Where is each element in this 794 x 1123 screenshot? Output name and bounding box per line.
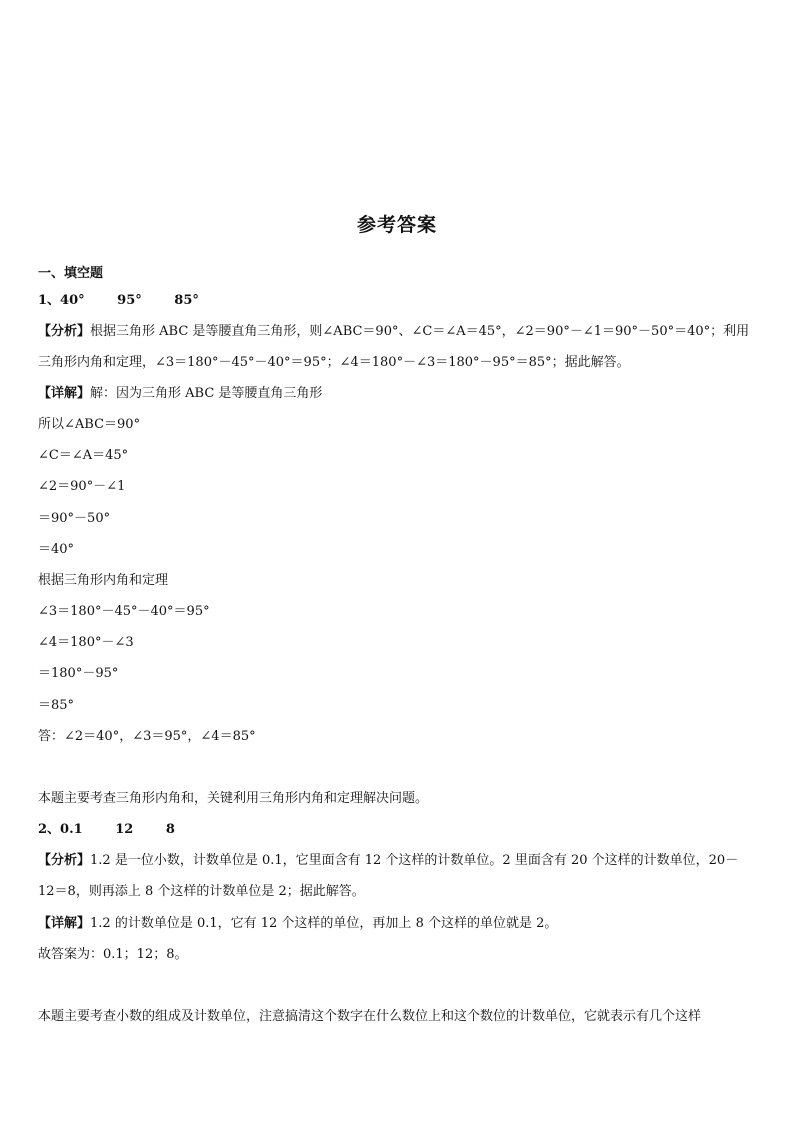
q2-analysis-line-1 [38, 853, 738, 869]
q2-comment: 本题主要考查小数的组成及计数单位，注意搞清这个数字在什么数位上和这个数位的计数单位，它就表示有几个这样 [38, 1009, 702, 1024]
q1-detail-line [38, 386, 322, 402]
q2-answer-3: 8 [165, 822, 175, 837]
q1-comment: 本题主要考查三角形内角和，关键利用三角形内角和定理解决问题。 [38, 791, 429, 806]
q1-analysis-line-2: 三角形内角和定理，∠3＝180°－45°－40°＝95°；∠4＝180°－∠3＝180°－95°＝85°；据此解答。 [38, 355, 630, 370]
q1-detail-intro: 解：因为三角形 ABC 是等腰直角三角形 [90, 386, 323, 401]
q2-analysis-text-1: 1.2 是一位小数，计数单位是 0.1，它里面含有 12 个这样的计数单位。2 里面含有 20 个这样的计数单位，20－ [90, 853, 739, 868]
q2-detail-line [38, 916, 557, 932]
q1-answer-2: 95° [117, 293, 142, 308]
q1-step: ∠2＝90°－∠1 [38, 479, 126, 494]
q1-step: 根据三角形内角和定理 [38, 573, 169, 588]
q2-conclusion: 故答案为：0.1；12；8。 [38, 947, 188, 962]
q1-step: ＝40° [38, 542, 75, 557]
q1-answer-sentence: 答：∠2＝40°，∠3＝95°，∠4＝85° [38, 729, 256, 744]
q1-detail-tag: 【详解】 [38, 386, 91, 401]
q1-answer-line [38, 293, 199, 309]
q1-step: ∠4＝180°－∠3 [38, 635, 134, 650]
q1-step: ＝180°－95° [38, 666, 119, 681]
q2-answer-line [38, 822, 175, 838]
q2-analysis-line-2: 12＝8，则再添上 8 个这样的计数单位是 2；据此解答。 [38, 884, 365, 899]
q2-detail-text: 1.2 的计数单位是 0.1，它有 12 个这样的单位，再加上 8 个这样的单位就是 2。 [90, 916, 558, 931]
q1-step: 所以∠ABC＝90° [38, 417, 141, 432]
section-heading: 一、填空题 [38, 266, 104, 281]
q1-step: ＝85° [38, 698, 75, 713]
q2-detail-tag: 【详解】 [38, 916, 91, 931]
q1-step: ∠C＝∠A＝45° [38, 448, 129, 463]
q1-answer-3: 85° [174, 293, 199, 308]
q1-answer-1: 1、40° [38, 293, 85, 308]
page-title: 参考答案 [356, 214, 437, 236]
q1-analysis-tag: 【分析】 [38, 324, 91, 339]
q1-analysis-text-1: 根据三角形 ABC 是等腰直角三角形，则∠ABC＝90°、∠C＝∠A＝45°，∠2＝90°－∠1＝90°－50°＝40°；利用 [90, 324, 750, 339]
q2-answer-1: 2、0.1 [38, 822, 83, 837]
q1-step: ∠3＝180°－45°－40°＝95° [38, 604, 210, 619]
q1-step: ＝90°－50° [38, 511, 111, 526]
q1-analysis-line-1 [38, 324, 749, 340]
q2-analysis-tag: 【分析】 [38, 853, 91, 868]
q2-answer-2: 12 [115, 822, 134, 837]
